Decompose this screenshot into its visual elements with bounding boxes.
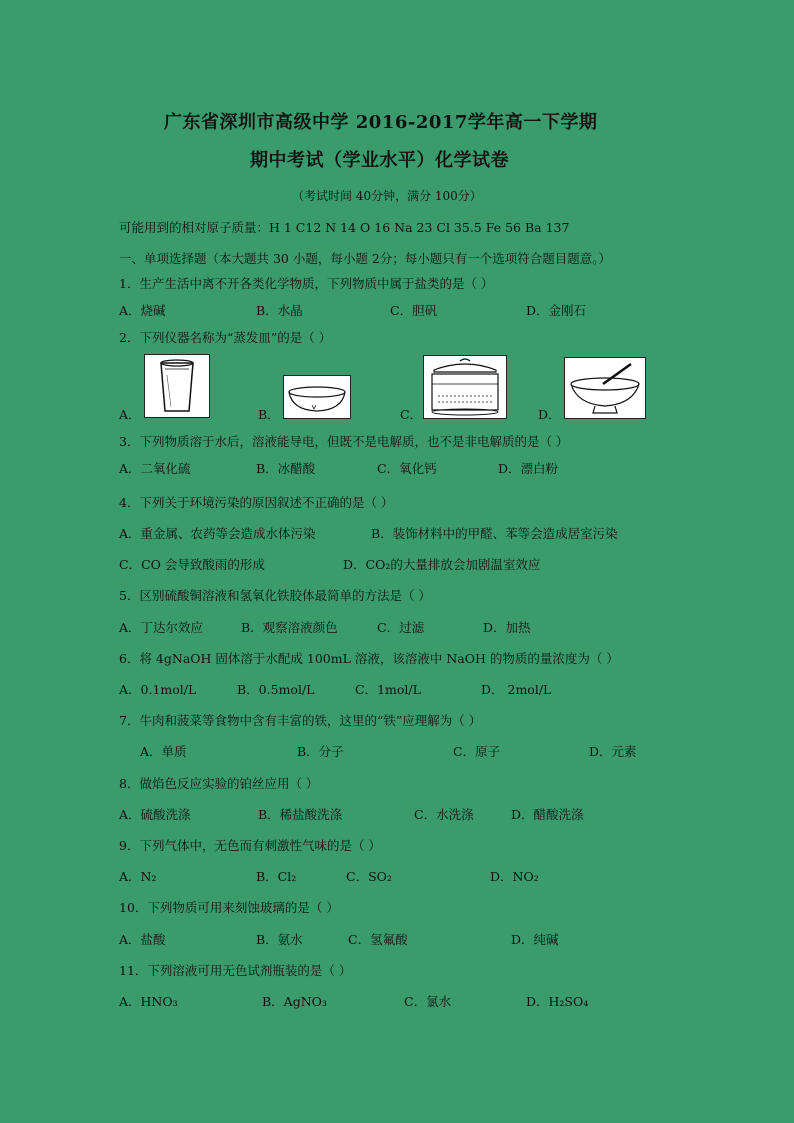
q7-option-c[interactable]: C．原子 <box>453 744 501 759</box>
question-8-stem: 8．做焰色反应实验的铂丝应用（ ） <box>119 776 319 791</box>
q8-option-d[interactable]: D．醋酸洗涤 <box>511 807 584 822</box>
q8-option-b[interactable]: B．稀盐酸洗涤 <box>258 807 343 822</box>
q6-option-d[interactable]: D． 2mol/L <box>481 682 552 697</box>
q11-option-b[interactable]: B．AgNO₃ <box>262 994 327 1009</box>
question-7-stem: 7．牛肉和菠菜等食物中含有丰富的铁，这里的“铁”应理解为（ ） <box>119 713 482 728</box>
evaporating-dish-image[interactable] <box>283 375 351 419</box>
exam-info: （考试时间 40分钟，满分 100分） <box>292 189 482 203</box>
q2-option-b[interactable]: B． <box>258 407 280 422</box>
q3-option-d[interactable]: D．漂白粉 <box>498 461 559 476</box>
q8-option-a[interactable]: A．硫酸洗涤 <box>119 807 191 822</box>
q3-option-b[interactable]: B．冰醋酸 <box>256 461 316 476</box>
q7-option-a[interactable]: A．单质 <box>140 744 187 759</box>
evaporating-dish-icon <box>284 376 350 418</box>
question-9-stem: 9．下列气体中，无色而有刺激性气味的是（ ） <box>119 838 381 853</box>
q11-option-a[interactable]: A．HNO₃ <box>119 994 178 1009</box>
q1-option-a[interactable]: A．烧碱 <box>119 303 166 318</box>
q5-option-b[interactable]: B．观察溶液颜色 <box>241 620 338 635</box>
question-10-stem: 10．下列物质可用来刻蚀玻璃的是（ ） <box>119 900 339 915</box>
q1-option-b[interactable]: B．水晶 <box>256 303 303 318</box>
q6-option-c[interactable]: C．1mol/L <box>355 682 421 697</box>
title-line2: 期中考试（学业水平）化学试卷 <box>250 150 509 171</box>
q4-option-d[interactable]: D．CO₂的大量排放会加剧温室效应 <box>343 557 541 572</box>
q7-option-d[interactable]: D．元素 <box>589 744 637 759</box>
beaker-icon <box>145 355 209 417</box>
question-2-stem: 2．下列仪器名称为“蒸发皿”的是（ ） <box>119 330 332 345</box>
q2-option-c[interactable]: C． <box>400 407 423 422</box>
q7-option-b[interactable]: B．分子 <box>297 744 344 759</box>
beaker-image[interactable] <box>144 354 210 418</box>
q1-option-d[interactable]: D．金刚石 <box>526 303 587 318</box>
crucible-with-lid-image[interactable] <box>423 355 507 419</box>
q1-option-c[interactable]: C．胆矾 <box>390 303 438 318</box>
q10-option-c[interactable]: C．氢氟酸 <box>348 932 408 947</box>
q5-option-c[interactable]: C．过滤 <box>377 620 425 635</box>
q10-option-a[interactable]: A．盐酸 <box>119 932 166 947</box>
section-header: 一、单项选择题（本大题共 30 小题，每小题 2分；每小题只有一个选项符合题目题意。） <box>119 251 612 266</box>
q3-option-a[interactable]: A．二氧化硫 <box>119 461 191 476</box>
q9-option-d[interactable]: D．NO₂ <box>490 869 539 884</box>
steamer-icon <box>424 356 506 418</box>
question-3-stem: 3．下列物质溶于水后，溶液能导电，但既不是电解质，也不是非电解质的是（ ） <box>119 434 569 449</box>
q4-option-a[interactable]: A．重金属、农药等会造成水体污染 <box>119 526 316 541</box>
q5-option-a[interactable]: A．丁达尔效应 <box>119 620 204 635</box>
q10-option-d[interactable]: D．纯碱 <box>511 932 559 947</box>
question-11-stem: 11．下列溶液可用无色试剂瓶装的是（ ） <box>119 963 352 978</box>
q3-option-c[interactable]: C．氧化钙 <box>377 461 437 476</box>
q8-option-c[interactable]: C．水洗涤 <box>414 807 474 822</box>
question-4-stem: 4．下列关于环境污染的原因叙述不正确的是（ ） <box>119 495 394 510</box>
question-1-stem: 1．生产生活中离不开各类化学物质，下列物质中属于盐类的是（ ） <box>119 276 494 291</box>
mortar-and-pestle-icon <box>565 358 645 418</box>
atomic-masses: 可能用到的相对原子质量：H 1 C12 N 14 O 16 Na 23 Cl 35.5 Fe 56 Ba 137 <box>119 220 570 235</box>
q2-option-d[interactable]: D． <box>538 407 561 422</box>
question-5-stem: 5．区别硫酸铜溶液和氢氧化铁胶体最简单的方法是（ ） <box>119 588 431 603</box>
q6-option-b[interactable]: B．0.5mol/L <box>237 682 315 697</box>
q9-option-c[interactable]: C．SO₂ <box>346 869 392 884</box>
q5-option-d[interactable]: D．加热 <box>483 620 531 635</box>
q2-option-a[interactable]: A． <box>119 407 141 422</box>
q10-option-b[interactable]: B．氨水 <box>256 932 303 947</box>
q4-option-b[interactable]: B．装饰材料中的甲醛、苯等会造成居室污染 <box>371 526 618 541</box>
question-6-stem: 6．将 4gNaOH 固体溶于水配成 100mL 溶液，该溶液中 NaOH 的物质的量浓度为（ ） <box>119 651 619 666</box>
q11-option-c[interactable]: C．氯水 <box>404 994 452 1009</box>
q4-option-c[interactable]: C．CO 会导致酸雨的形成 <box>119 557 265 572</box>
mortar-pestle-image[interactable] <box>564 357 646 419</box>
q6-option-a[interactable]: A．0.1mol/L <box>119 682 197 697</box>
q9-option-a[interactable]: A．N₂ <box>119 869 157 884</box>
q9-option-b[interactable]: B．Cl₂ <box>256 869 297 884</box>
q11-option-d[interactable]: D．H₂SO₄ <box>526 994 589 1009</box>
title-line1: 广东省深圳市高级中学 2016-2017学年高一下学期 <box>164 112 598 133</box>
